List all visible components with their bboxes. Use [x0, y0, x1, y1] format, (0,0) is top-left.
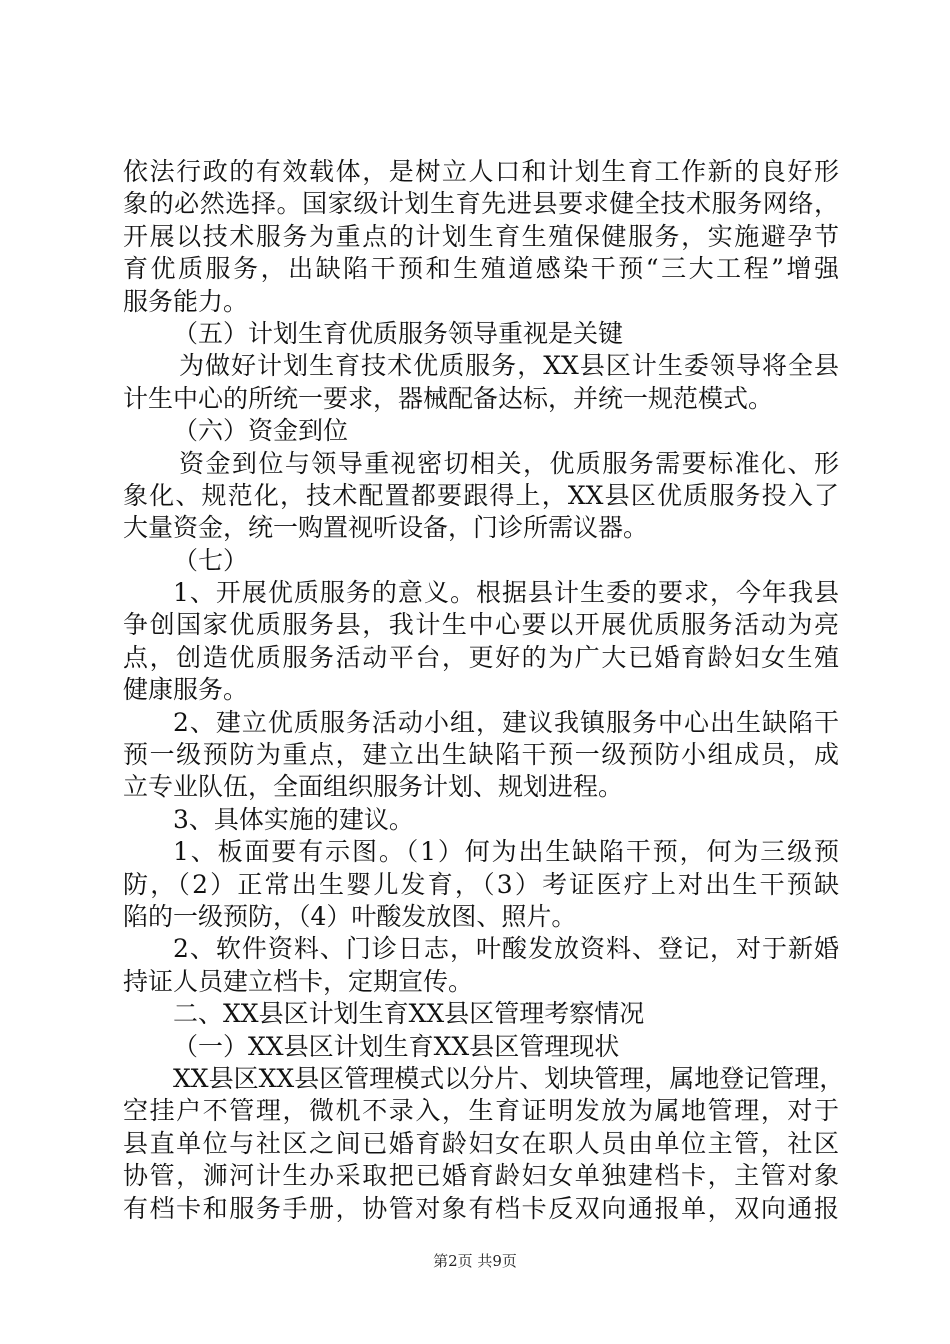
text-line: 依法行政的有效载体，是树立人口和计划生育工作新的良好形 [123, 157, 839, 186]
text-line: 象的必然选择。国家级计划生育先进县要求健全技术服务网络， [123, 189, 839, 219]
section-heading: 二、XX县区计划生育XX县区管理考察情况 [173, 999, 645, 1029]
text-line: 空挂户不管理，微机不录入，生育证明发放为属地管理，对于 [123, 1096, 839, 1126]
text-line: XX县区XX县区管理模式以分片、划块管理，属地登记管理， [173, 1063, 845, 1093]
text-line: 1、板面要有示图。（1）何为出生缺陷干预，何为三级预 [173, 837, 839, 867]
section-heading: （一）XX县区计划生育XX县区管理现状 [173, 1031, 620, 1061]
page-number: 第2页 共9页 [433, 1252, 517, 1270]
text-line: 陷的一级预防，（4）叶酸发放图、照片。 [123, 901, 577, 931]
text-line: 育优质服务，出缺陷干预和生殖道感染干预“三大工程”增强 [123, 254, 839, 284]
text-line: 协管，浉河计生办采取把已婚育龄妇女单独建档卡，主管对象 [123, 1161, 839, 1191]
text-line: 健康服务。 [123, 675, 249, 705]
text-line: 大量资金，统一购置视听设备，门诊所需议器。 [123, 513, 649, 543]
document-body [123, 156, 845, 1225]
text-line: 预一级预防为重点，建立出生缺陷干预一级预防小组成员，成 [123, 740, 839, 770]
text-line: 开展以技术服务为重点的计划生育生殖保健服务，实施避孕节 [123, 221, 839, 251]
text-line: 有档卡和服务手册，协管对象有档卡反双向通报单，双向通报 [123, 1193, 839, 1223]
text-line: 资金到位与领导重视密切相关，优质服务需要标准化、形 [179, 448, 839, 478]
text-line: 防，（2）正常出生婴儿发育，（3）考证医疗上对出生干预缺 [123, 869, 839, 899]
text-line: 3、具体实施的建议。 [173, 804, 414, 834]
text-line: 2、建立优质服务活动小组，建议我镇服务中心出生缺陷干 [173, 707, 839, 737]
text-line: 立专业队伍，全面组织服务计划、规划进程。 [123, 772, 624, 802]
text-line: 象化、规范化，技术配置都要跟得上，XX县区优质服务投入了 [123, 480, 839, 510]
section-heading: （五）计划生育优质服务领导重视是关键 [173, 318, 624, 348]
section-heading: （六）资金到位 [173, 416, 349, 446]
text-line: 计生中心的所统一要求，器械配备达标，并统一规范模式。 [123, 383, 774, 413]
text-line: 县直单位与社区之间已婚育龄妇女在职人员由单位主管，社区 [123, 1128, 839, 1158]
text-line: 2、软件资料、门诊日志，叶酸发放资料、登记，对于新婚 [173, 934, 839, 964]
text-line: 为做好计划生育技术优质服务，XX县区计生委领导将全县 [179, 351, 839, 381]
text-line: 1、开展优质服务的意义。根据县计生委的要求，今年我县 [173, 578, 839, 608]
text-line: 争创国家优质服务县，我计生中心要以开展优质服务活动为亮 [123, 610, 839, 640]
text-line: 点，创造优质服务活动平台，更好的为广大已婚育龄妇女生殖 [123, 642, 839, 672]
text-line: 服务能力。 [123, 286, 249, 316]
text-line: 持证人员建立档卡，定期宣传。 [123, 966, 474, 996]
section-heading: （七） [173, 545, 249, 575]
